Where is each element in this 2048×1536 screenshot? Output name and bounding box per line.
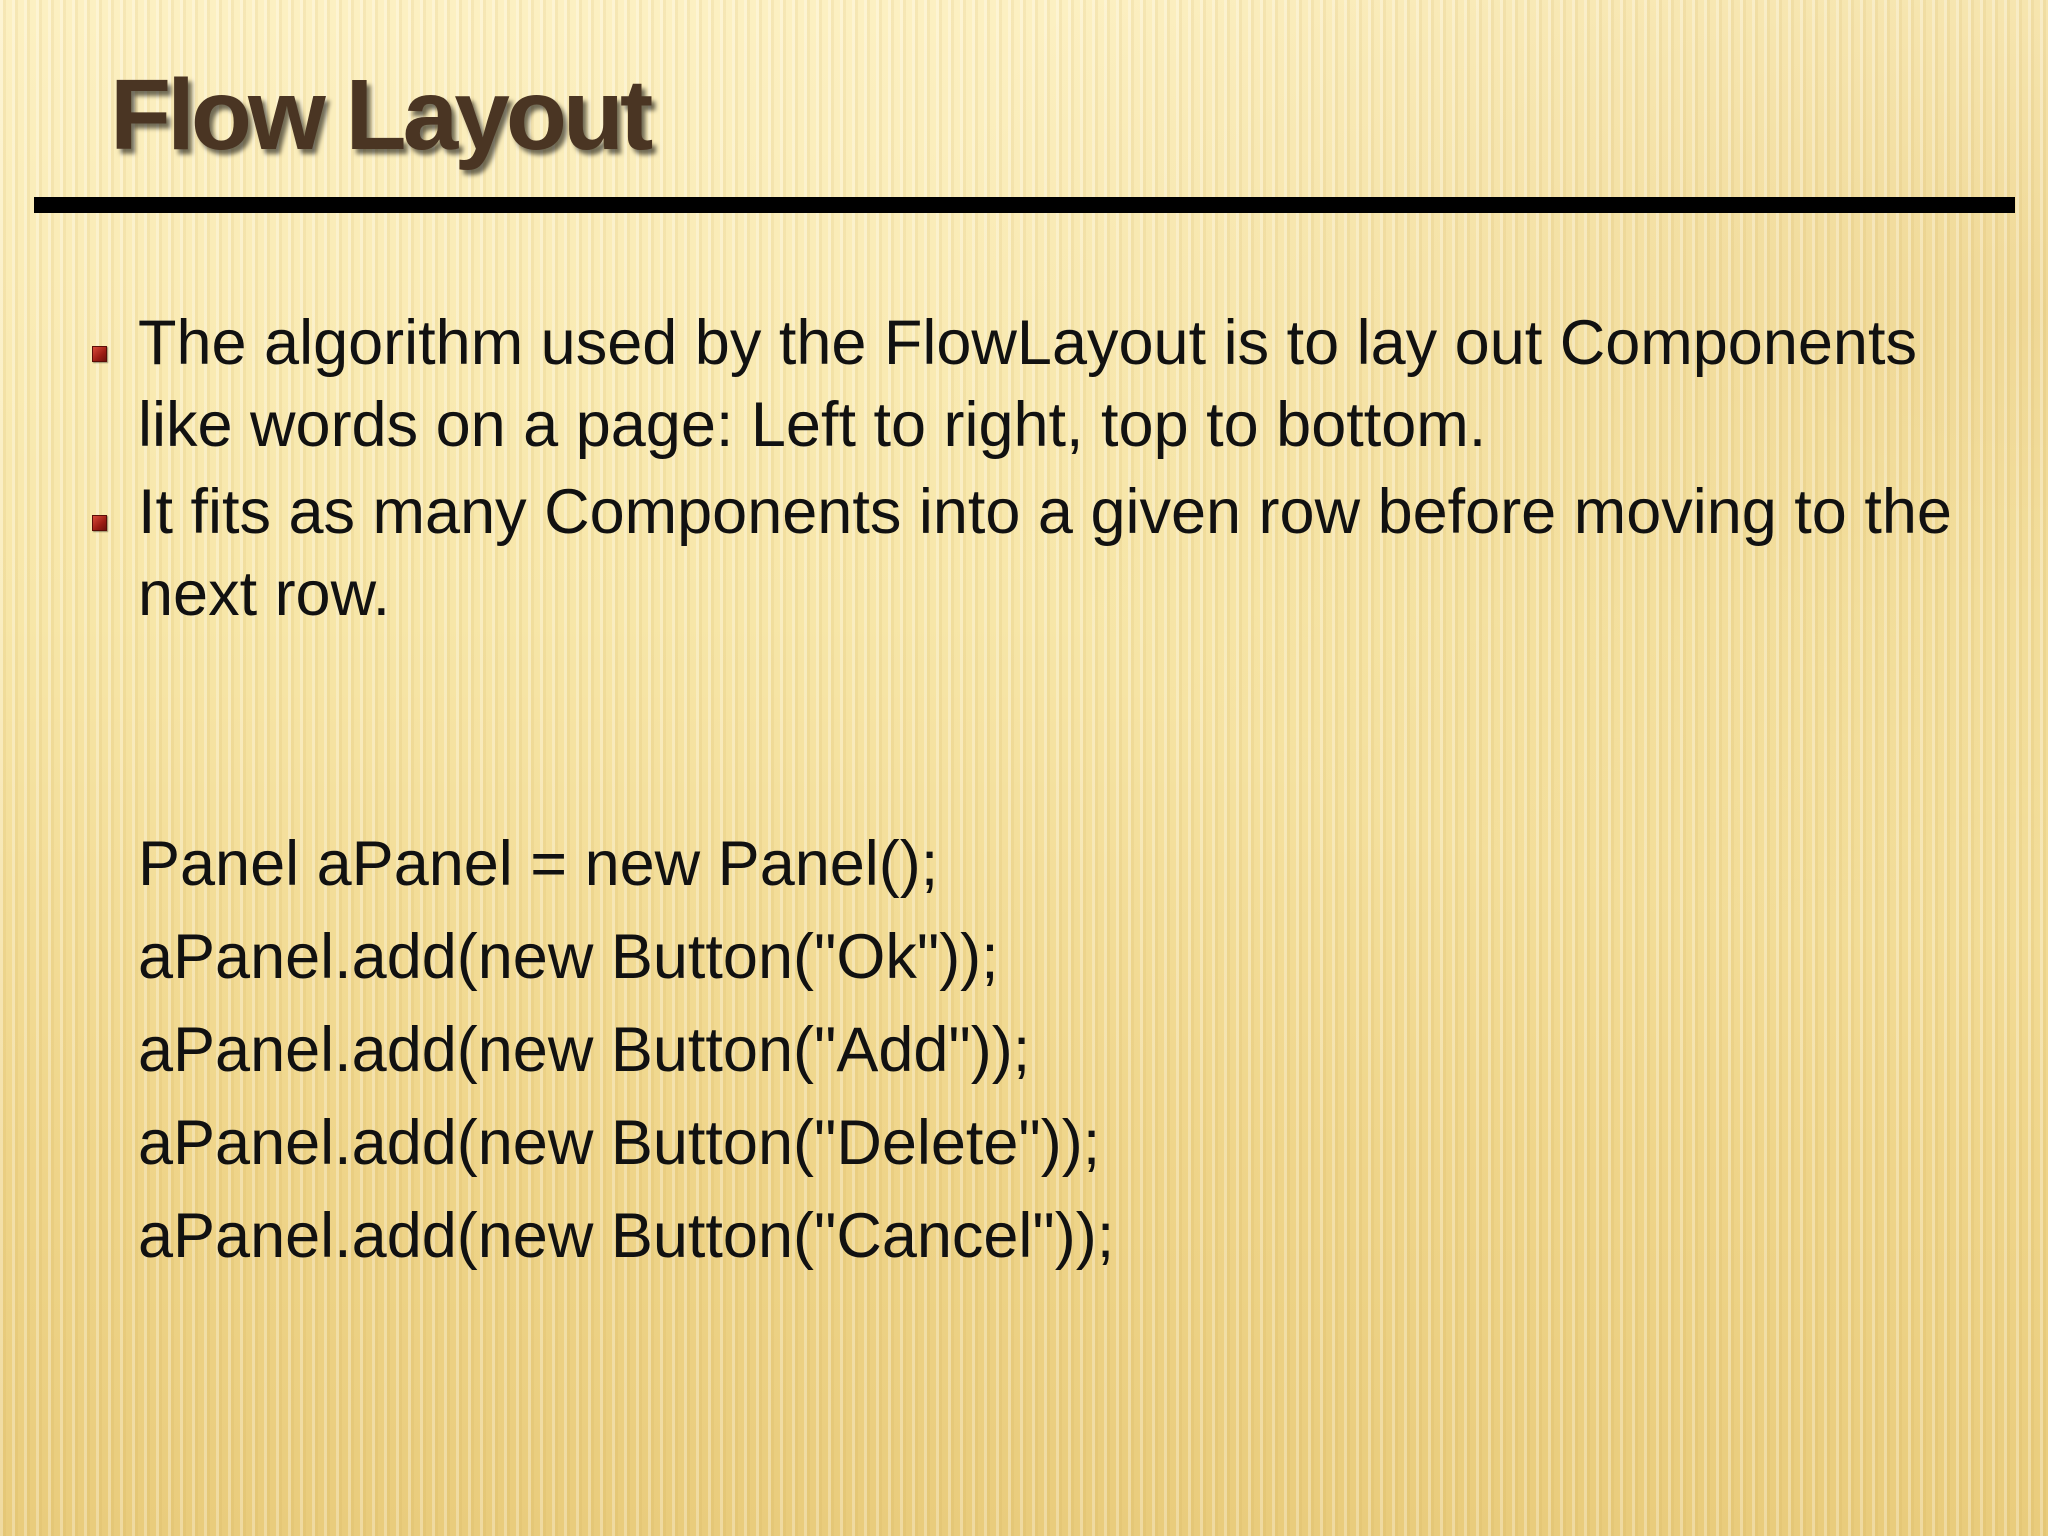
bullet-text: It fits as many Components into a given row before moving to the next row.	[138, 477, 1952, 629]
bullet-text: The algorithm used by the FlowLayout is to lay out Components like words on a page: Left to right, top to bottom.	[138, 308, 1917, 460]
code-line: aPanel.add(new Button("Ok"));	[138, 922, 999, 992]
bullet-list	[88, 302, 1968, 640]
code-line: aPanel.add(new Button("Delete"));	[138, 1108, 1101, 1178]
code-line: aPanel.add(new Button("Add"));	[138, 1015, 1031, 1085]
bullet-item	[88, 471, 1968, 635]
bullet-item	[88, 302, 1968, 466]
square-bullet-icon	[92, 515, 107, 531]
code-line: Panel aPanel = new Panel();	[138, 829, 939, 899]
slide-title: Flow Layout	[110, 59, 650, 171]
code-line: aPanel.add(new Button("Cancel"));	[138, 1201, 1115, 1271]
square-bullet-icon	[92, 346, 107, 362]
title-underline-divider	[34, 197, 2015, 213]
code-example	[138, 818, 1114, 1283]
